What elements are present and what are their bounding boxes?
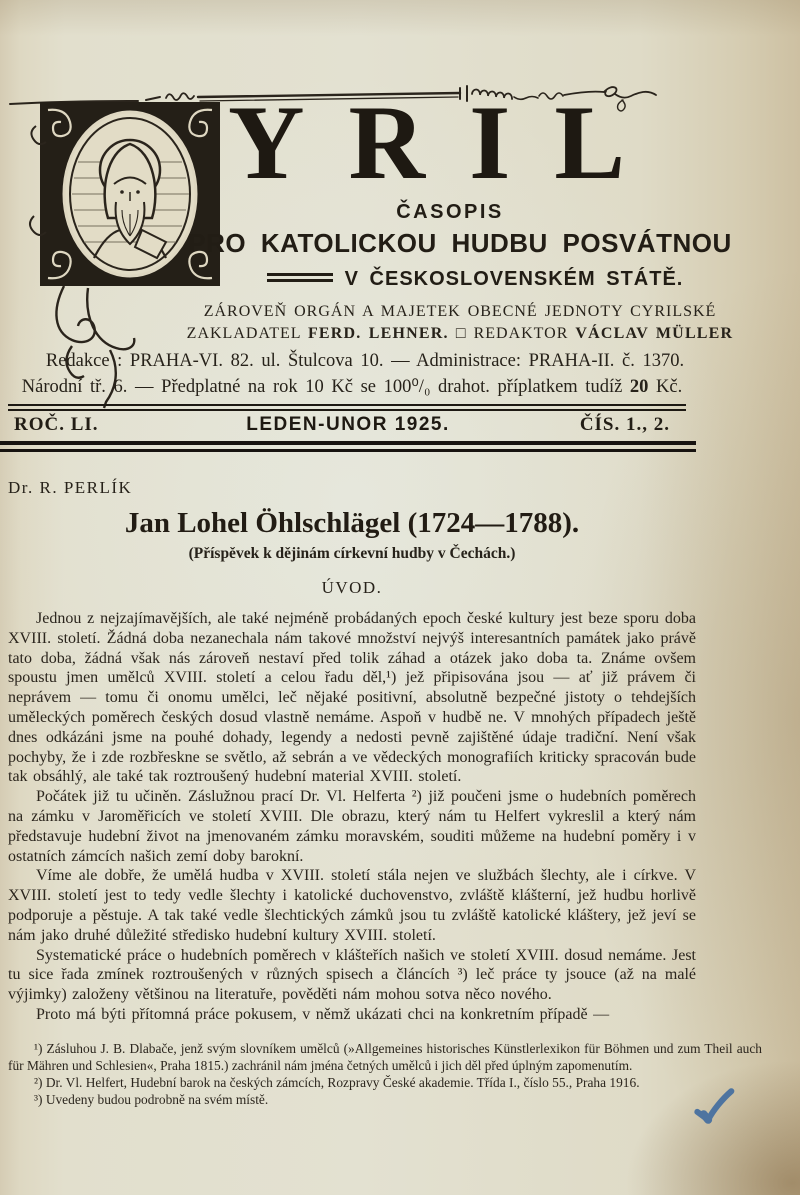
editor-name: VÁCLAV MÜLLER: [575, 325, 734, 342]
masthead-title: YRIL: [228, 84, 670, 201]
editor-label: REDAKTOR: [473, 325, 576, 342]
subscription-price: 20: [629, 377, 649, 397]
paragraph: Systematické práce o hudebních poměrech v klášteřích našich ve století XVIII. dosud nemáme. Jest tu sice řada zmínek roztroušených v různých spisech a článcích ³) leč práce ty jsouce (až na malé výjimky) založeny většinou na literatuře, pověděti nám mohou sotva něco nového.: [8, 946, 696, 1004]
subscription-text: Národní tř. 6. — Předplatné na rok 10 Kč se 100⁰/₀ drahot. příplatkem tudíž: [21, 377, 630, 397]
founder-name: FERD. LEHNER.: [307, 325, 456, 342]
paragraph: Jednou z nejzajímavějších, ale také nejméně probádaných epoch české kultury jest beze sporu doba XVIII. století. Žádná doba nezanechala nám takové množství nejvýš interesantních památek jako právě tato doba, žádná však nás zároveň nestaví před tolik záhad a otázek jako doba ta. Známe ovšem spoustu jmen umělců XVIII. století a celou řadu děl,¹) jež připisována jsou — ať již právem či neprávem — tomu či onomu umělci, leč nějaké positivní, absolutně bezpečné jistoty o tehdejších uměleckých poměrech českých dosud vlastně nemáme. Aspoň v hudbě ne. V mnohých případech ještě dnes odkázáni jsme na pouhé dohady, legendy a nedosti pevně zajištěné údaje tradiční. Není však pochyby, že i zde rozbřeskne se světlo, až sebrán a ve vědeckých monografiích kriticky spracován bude tak obsáhlý, ale také tak roztroušený hudební material XVIII. století.: [8, 610, 696, 786]
paragraph: Počátek již tu učiněn. Záslužnou prací Dr. Vl. Helferta ²) již poučeni jsme o hudebních poměrech na zámku v Jaroměřicích ve století XVIII. Dle obrazu, který nám tu Helfert vykreslil a který nám představuje hudební život na jmenovaném zámku moravském, souditi můžeme na hudební poměry i v ostatních zámcích našich zemí doby barokní.: [8, 788, 696, 865]
founder-label: ZAKLADATEL: [186, 325, 308, 342]
masthead-subtitle-state: [240, 268, 710, 291]
article-body: [8, 609, 762, 1025]
state-label: V ČESKOSLOVENSKÉM STÁTĚ.: [344, 268, 684, 290]
footnote: ²) Dr. Vl. Helfert, Hudební barok na českých zámcích, Rozpravy České akademie. Třída I., číslo 55., Praha 1916.: [34, 1075, 640, 1091]
founder-editor-line: [180, 325, 740, 343]
article-author: Dr. R. PERLÍK: [8, 478, 133, 497]
organ-line: ZÁROVEŇ ORGÁN A MAJETEK OBECNÉ JEDNOTY CYRILSKÉ: [203, 303, 717, 320]
article-subtitle: (Příspěvek k dějinám církevní hudby v Čechách.): [188, 545, 516, 562]
subscription-currency: Kč.: [648, 377, 683, 397]
volume-label: ROČ. LI.: [14, 414, 99, 435]
paragraph: Víme ale dobře, že umělá hudba v XVIII. století stála nejen ve službách šlechty, ale i církve. V XVIII. století jest to tedy vedle šlechty i katolické duchovenstvo, zvláště klášterní, jež hudbu horlivě podporuje a pěstuje. A tak také vedle šlechtických zámků jsou tu zvláště katolické kláštery, jež jeví se nám jako druhé důležité středisko hudební kultury XVIII. století.: [8, 867, 696, 944]
issue-date-label: LEDEN-UNOR 1925.: [246, 414, 450, 435]
article-title: Jan Lohel Öhlschlägel (1724—1788).: [124, 507, 580, 539]
section-heading: ÚVOD.: [321, 578, 383, 597]
issue-number-label: ČÍS. 1., 2.: [579, 414, 670, 435]
square-separator-icon: □: [455, 325, 474, 342]
paragraph: Proto má býti přítomná práce pokusem, v němž ukázati chci na konkretním případě —: [36, 1005, 610, 1023]
issue-bar-top-rule: [8, 404, 686, 411]
footnote: ¹) Zásluhou J. B. Dlabače, jenž svým slovníkem umělců (»Allgemeines historisches Künstlerlexikon für Böhmen und zum Theil auch für Mähren und Schlesien«, Praha 1815.) zachránil nám jména četných umělců i jich děl před úplným zapomenutím.: [8, 1040, 762, 1073]
footnotes: [8, 1040, 762, 1109]
masthead-subtitle-casopis: ČASOPIS: [396, 201, 504, 223]
double-bar-ornament: [267, 273, 333, 282]
article: [8, 478, 762, 1109]
address-line-1: Redakce : PRAHA-VI. 82. ul. Štulcova 10. — Administrace: PRAHA-II. č. 1370.: [45, 351, 685, 371]
footnote: ³) Uvedeny budou podrobně na svém místě.: [34, 1092, 269, 1108]
issue-bar-bottom-rule: [0, 441, 696, 452]
issue-bar: [8, 412, 688, 438]
checkmark-icon: [690, 1085, 740, 1130]
address-line-2: [12, 376, 692, 398]
masthead-subtitle-main: PRO KATOLICKOU HUDBU POSVÁTNOU: [188, 228, 732, 258]
